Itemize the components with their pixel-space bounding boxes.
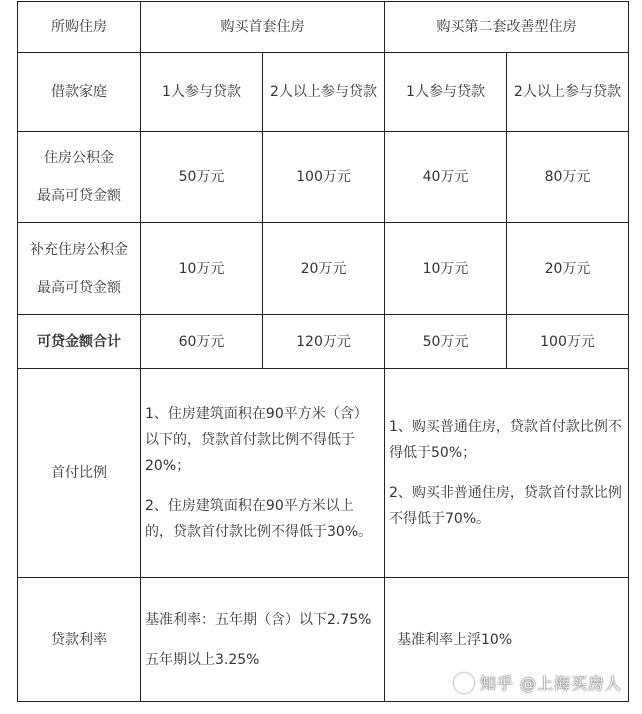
header-cell-housing: 所购住房 <box>18 2 141 53</box>
watermark-text: 知乎 @上海买房人 <box>479 674 622 693</box>
table-cell: 20万元 <box>507 223 629 315</box>
row-label-supplementary-fund-limit <box>18 223 141 315</box>
table-row-down-payment <box>18 369 629 578</box>
table-cell: 40万元 <box>385 132 507 223</box>
table-cell: 50万元 <box>385 315 507 369</box>
row-label-supp-line1: 补充住房公积金 <box>30 241 128 258</box>
housing-fund-loan-table <box>17 1 629 702</box>
down-payment-second-home-rule-1: 1、购买普通住房，贷款首付款比例不得低于50%； <box>389 419 622 461</box>
table-cell: 100万元 <box>507 315 629 369</box>
table-row-borrower <box>18 53 629 132</box>
interest-rate-first-home <box>141 578 385 702</box>
table-row-total <box>18 315 629 369</box>
table-cell: 20万元 <box>263 223 385 315</box>
row-label-fund-line2: 最高可贷金额 <box>37 188 121 204</box>
table-cell: 10万元 <box>141 223 263 315</box>
header-cell-second-home: 购买第二套改善型住房 <box>385 2 629 53</box>
down-payment-first-home <box>141 369 385 578</box>
down-payment-first-home-rule-1: 1、住房建筑面积在90平方米（含）以下的，贷款首付款比例不得低于20%； <box>145 406 368 474</box>
table-row-fund-limit <box>18 132 629 223</box>
table-cell: 100万元 <box>263 132 385 223</box>
interest-rate-second-home: 基准利率上浮10% <box>385 578 629 702</box>
table-cell: 80万元 <box>507 132 629 223</box>
table-row-header <box>18 2 629 53</box>
interest-rate-first-home-short-term: 基准利率：五年期（含）以下2.75% <box>145 611 372 628</box>
table-cell: 10万元 <box>385 223 507 315</box>
interest-rate-first-home-long-term: 五年期以上3.25% <box>145 651 260 668</box>
down-payment-first-home-rule-2: 2、住房建筑面积在90平方米以上的，贷款首付款比例不得低于30%。 <box>145 498 373 540</box>
table-cell: 50万元 <box>141 132 263 223</box>
cell-first-multi-borrower: 2人以上参与贷款 <box>263 53 385 132</box>
row-label-total: 可贷金额合计 <box>18 315 141 369</box>
down-payment-second-home-rule-2: 2、购买非普通住房，贷款首付款比例不得低于70%。 <box>389 485 622 527</box>
table-cell: 60万元 <box>141 315 263 369</box>
row-label-supp-line2: 最高可贷金额 <box>37 279 121 296</box>
table-cell: 120万元 <box>263 315 385 369</box>
row-label-fund-line1: 住房公积金 <box>44 150 114 166</box>
table-row-supplementary-fund-limit <box>18 223 629 315</box>
cell-second-one-borrower: 1人参与贷款 <box>385 53 507 132</box>
row-label-borrower: 借款家庭 <box>18 53 141 132</box>
row-label-down-payment: 首付比例 <box>18 369 141 578</box>
cell-first-one-borrower: 1人参与贷款 <box>141 53 263 132</box>
down-payment-second-home <box>385 369 629 578</box>
header-cell-first-home: 购买首套住房 <box>141 2 385 53</box>
row-label-interest-rate: 贷款利率 <box>18 578 141 702</box>
cell-second-multi-borrower: 2人以上参与贷款 <box>507 53 629 132</box>
zhihu-logo-icon <box>454 673 474 693</box>
row-label-fund-limit <box>18 132 141 223</box>
zhihu-watermark <box>454 671 622 694</box>
